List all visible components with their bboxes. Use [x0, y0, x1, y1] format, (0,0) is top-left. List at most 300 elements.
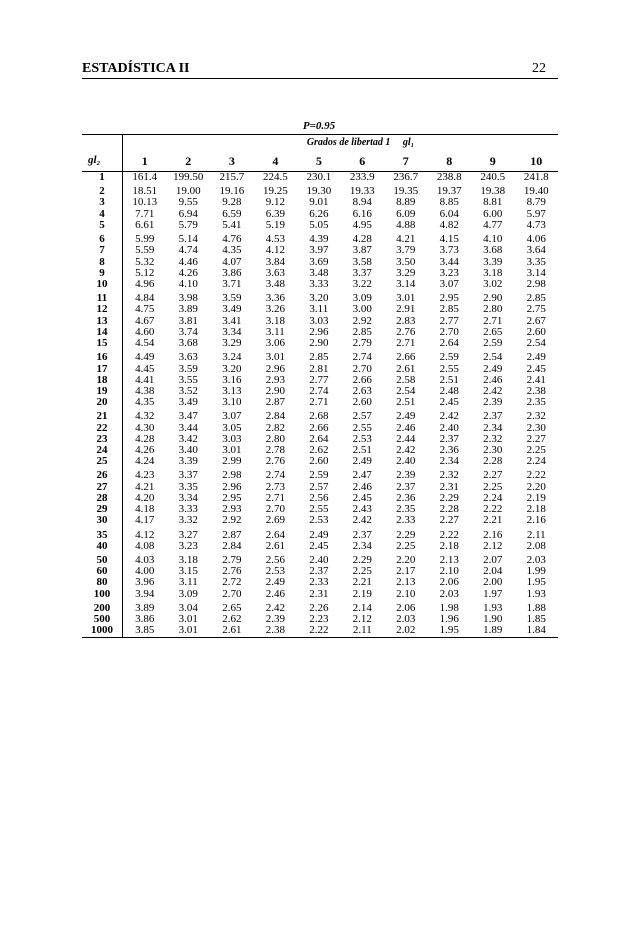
table-cell: 4.15	[439, 233, 459, 246]
column-header-row	[82, 151, 558, 172]
table-cell: 2.95	[222, 491, 242, 504]
table-cell: 2.93	[265, 373, 285, 386]
table-cell: 2.06	[439, 576, 459, 589]
column-header: 3	[210, 151, 253, 172]
table-cell: 2.61	[222, 624, 242, 637]
row-df-label: 6	[82, 231, 123, 245]
table-cell: 2.98	[526, 277, 546, 290]
column-header: 1	[123, 151, 167, 172]
table-cell: 8.85	[439, 196, 459, 209]
table-cell: 3.24	[222, 351, 242, 364]
table-cell: 2.73	[265, 480, 285, 493]
table-cell: 2.18	[526, 503, 546, 516]
table-cell: 1.93	[483, 601, 503, 614]
table-cell: 3.01	[178, 613, 198, 626]
row-df-label: 23	[82, 434, 123, 445]
table-cell: 2.34	[439, 455, 459, 468]
table-cell: 4.17	[135, 514, 155, 527]
row-df-label: 9	[82, 268, 123, 279]
table-cell: 2.37	[309, 565, 329, 578]
table-cell: 2.79	[352, 337, 372, 350]
row-df-label: 2	[82, 183, 123, 197]
table-cell: 3.09	[352, 292, 372, 305]
table-cell: 241.8	[523, 171, 549, 183]
table-cell: 8.89	[396, 196, 416, 209]
table-cell: 4.88	[396, 218, 416, 231]
table-cell: 2.13	[439, 554, 459, 566]
table-cell: 2.53	[309, 514, 329, 527]
table-cell: 6.39	[265, 207, 285, 220]
table-cell: 4.53	[265, 233, 285, 246]
table-cell: 2.29	[396, 528, 416, 541]
table-cell: 2.58	[396, 373, 416, 386]
table-cell: 6.61	[135, 218, 155, 231]
table-cell: 2.68	[309, 410, 329, 423]
table-cell: 2.43	[352, 503, 372, 516]
table-cell: 4.96	[135, 277, 155, 290]
column-header: 7	[384, 151, 427, 172]
table-cell: 161.4	[132, 171, 158, 183]
table-cell: 2.32	[483, 432, 503, 445]
table-cell: 2.84	[265, 410, 285, 423]
table-cell: 3.33	[178, 503, 198, 516]
table-cell: 2.61	[265, 539, 285, 552]
table-cell: 2.51	[396, 396, 416, 409]
row-df-label: 27	[82, 482, 123, 493]
row-df-label: 80	[82, 577, 123, 588]
table-cell: 2.42	[396, 444, 416, 457]
table-cell: 2.35	[396, 503, 416, 516]
table-cell: 2.55	[439, 362, 459, 375]
table-cell: 2.08	[526, 539, 546, 552]
table-cell: 2.22	[483, 503, 503, 516]
table-cell: 6.09	[396, 207, 416, 220]
table-cell: 2.65	[222, 601, 242, 614]
table-cell: 3.14	[396, 277, 416, 290]
table-cell: 1.96	[439, 613, 459, 626]
table-cell: 19.35	[393, 185, 419, 198]
table-cell: 2.45	[352, 491, 372, 504]
table-cell: 233.9	[349, 171, 375, 183]
table-cell: 2.24	[526, 455, 546, 468]
table-cell: 2.64	[309, 432, 329, 445]
table-cell: 3.59	[222, 292, 242, 305]
table-cell: 2.49	[352, 455, 372, 468]
column-header: 8	[428, 151, 471, 172]
table-cell: 2.29	[352, 554, 372, 566]
table-cell: 3.85	[135, 624, 155, 637]
table-cell: 2.29	[439, 491, 459, 504]
table-cell: 4.23	[135, 469, 155, 482]
table-cell: 19.00	[175, 185, 201, 198]
row-df-label: 22	[82, 423, 123, 434]
table-cell: 3.23	[439, 266, 459, 279]
table-cell: 2.61	[396, 362, 416, 375]
table-cell: 1.85	[526, 613, 546, 626]
table-cell: 5.79	[178, 218, 198, 231]
table-cell: 4.08	[135, 539, 155, 552]
table-cell: 2.28	[483, 455, 503, 468]
table-cell: 2.95	[439, 292, 459, 305]
column-header: 2	[166, 151, 210, 172]
table-cell: 2.19	[526, 491, 546, 504]
table-cell: 3.73	[439, 244, 459, 257]
table-cell: 2.30	[483, 444, 503, 457]
table-cell: 2.66	[396, 351, 416, 364]
table-cell: 2.78	[265, 444, 285, 457]
table-cell: 10.13	[132, 196, 158, 209]
table-cell: 2.13	[396, 576, 416, 589]
group-header	[123, 135, 559, 151]
table-cell: 2.42	[265, 601, 285, 614]
table-cell: 5.12	[135, 266, 155, 279]
document-title: ESTADÍSTICA II	[82, 61, 190, 76]
table-cell: 4.35	[135, 396, 155, 409]
table-row	[82, 183, 558, 197]
table-cell: 2.31	[439, 480, 459, 493]
table-cell: 4.18	[135, 503, 155, 516]
table-cell: 2.70	[439, 325, 459, 338]
table-cell: 2.64	[265, 528, 285, 541]
table-cell: 3.01	[265, 351, 285, 364]
table-cell: 3.20	[222, 362, 242, 375]
table-row	[82, 220, 558, 231]
table-cell: 3.48	[309, 266, 329, 279]
table-cell: 4.20	[135, 491, 155, 504]
table-cell: 2.53	[265, 565, 285, 578]
table-cell: 2.36	[439, 444, 459, 457]
table-cell: 2.85	[526, 292, 546, 305]
table-cell: 3.01	[222, 444, 242, 457]
table-cell: 2.26	[309, 601, 329, 614]
table-cell: 4.10	[483, 233, 503, 246]
table-row	[82, 397, 558, 408]
table-cell: 19.16	[219, 185, 245, 198]
table-cell: 2.48	[439, 384, 459, 397]
table-cell: 215.7	[219, 171, 245, 183]
table-cell: 2.30	[526, 421, 546, 434]
table-cell: 2.82	[265, 421, 285, 434]
page-header	[82, 58, 558, 79]
row-df-label: 25	[82, 456, 123, 467]
table-cell: 4.49	[135, 351, 155, 364]
table-cell: 2.90	[265, 384, 285, 397]
table-cell: 3.59	[178, 362, 198, 375]
table-cell: 2.37	[396, 480, 416, 493]
table-cell: 3.26	[265, 303, 285, 316]
table-cell: 2.44	[396, 432, 416, 445]
table-cell: 2.55	[309, 503, 329, 516]
table-cell: 19.30	[306, 185, 332, 198]
table-cell: 2.71	[396, 337, 416, 350]
table-cell: 2.45	[309, 539, 329, 552]
table-cell: 3.63	[265, 266, 285, 279]
table-cell: 1.95	[526, 576, 546, 589]
table-cell: 2.12	[483, 539, 503, 552]
table-cell: 2.49	[526, 351, 546, 364]
table-cell: 2.81	[309, 362, 329, 375]
table-cell: 3.41	[222, 314, 242, 327]
table-cell: 3.79	[396, 244, 416, 257]
table-cell: 3.01	[396, 292, 416, 305]
table-cell: 3.96	[135, 576, 155, 589]
table-cell: 3.18	[265, 314, 285, 327]
row-df-label: 28	[82, 493, 123, 504]
table-cell: 8.81	[483, 196, 503, 209]
table-cell: 3.86	[222, 266, 242, 279]
table-cell: 2.04	[483, 565, 503, 578]
table-cell: 4.28	[352, 233, 372, 246]
table-cell: 9.12	[265, 196, 285, 209]
table-cell: 2.49	[396, 410, 416, 423]
table-cell: 2.18	[439, 539, 459, 552]
table-cell: 4.12	[265, 244, 285, 257]
table-row	[82, 552, 558, 566]
table-cell: 2.21	[483, 514, 503, 527]
table-cell: 2.66	[309, 421, 329, 434]
table-cell: 2.65	[483, 325, 503, 338]
row-df-label: 8	[82, 257, 123, 268]
table-cell: 2.54	[526, 337, 546, 350]
table-cell: 5.97	[526, 207, 546, 220]
table-cell: 2.72	[222, 576, 242, 589]
table-cell: 3.02	[483, 277, 503, 290]
table-cell: 5.32	[135, 255, 155, 268]
table-cell: 2.47	[352, 469, 372, 482]
row-header-label: gl₂	[82, 151, 123, 172]
table-cell: 2.42	[352, 514, 372, 527]
table-cell: 6.59	[222, 207, 242, 220]
table-cell: 2.98	[222, 469, 242, 482]
table-cell: 2.85	[439, 303, 459, 316]
table-cell: 2.83	[396, 314, 416, 327]
table-cell: 4.07	[222, 255, 242, 268]
group-header-symbol: gl₁	[402, 136, 415, 148]
table-cell: 2.46	[265, 587, 285, 600]
table-cell: 8.79	[526, 196, 546, 209]
table-cell: 19.38	[480, 185, 506, 198]
table-cell: 2.39	[396, 469, 416, 482]
row-df-label: 14	[82, 327, 123, 338]
table-cell: 2.03	[396, 613, 416, 626]
table-cell: 3.86	[135, 613, 155, 626]
table-row	[82, 338, 558, 349]
table-cell: 2.96	[309, 325, 329, 338]
table-cell: 4.39	[309, 233, 329, 246]
corner-spacer	[82, 135, 123, 151]
table-cell: 9.28	[222, 196, 242, 209]
table-cell: 2.21	[352, 576, 372, 589]
table-cell: 3.13	[222, 384, 242, 397]
table-cell: 2.51	[439, 373, 459, 386]
row-df-label: 24	[82, 445, 123, 456]
table-cell: 6.26	[309, 207, 329, 220]
table-cell: 2.62	[309, 444, 329, 457]
row-df-label: 10	[82, 279, 123, 290]
column-header: 5	[297, 151, 340, 172]
table-cell: 240.5	[480, 171, 506, 183]
table-cell: 1.84	[526, 624, 546, 637]
table-cell: 2.20	[396, 554, 416, 566]
table-cell: 2.46	[483, 373, 503, 386]
table-cell: 2.90	[483, 292, 503, 305]
table-cell: 3.11	[265, 325, 285, 338]
table-cell: 2.76	[265, 455, 285, 468]
table-cell: 4.32	[135, 410, 155, 423]
table-cell: 4.10	[178, 277, 198, 290]
table-cell: 2.59	[309, 469, 329, 482]
table-cell: 2.39	[265, 613, 285, 626]
table-cell: 3.84	[265, 255, 285, 268]
table-cell: 3.89	[178, 303, 198, 316]
table-cell: 19.37	[436, 185, 462, 198]
table-cell: 2.34	[352, 539, 372, 552]
table-cell: 3.34	[222, 325, 242, 338]
table-row	[82, 279, 558, 290]
row-df-label: 13	[82, 316, 123, 327]
table-row	[82, 290, 558, 304]
table-row	[82, 245, 558, 256]
table-cell: 2.57	[309, 480, 329, 493]
table-cell: 2.91	[396, 303, 416, 316]
row-df-label: 15	[82, 338, 123, 349]
table-bottom-rule	[82, 637, 558, 638]
table-cell: 6.94	[178, 207, 198, 220]
table-cell: 3.22	[352, 277, 372, 290]
table-cell: 3.35	[526, 255, 546, 268]
table-cell: 4.77	[483, 218, 503, 231]
table-cell: 2.40	[439, 421, 459, 434]
table-cell: 3.47	[178, 410, 198, 423]
table-row	[82, 456, 558, 467]
table-cell: 238.8	[436, 171, 462, 183]
table-row	[82, 541, 558, 552]
table-cell: 2.45	[439, 396, 459, 409]
table-cell: 2.20	[526, 480, 546, 493]
table-cell: 2.49	[265, 576, 285, 589]
table-cell: 4.84	[135, 292, 155, 305]
table-cell: 3.48	[265, 277, 285, 290]
column-header: 4	[254, 151, 297, 172]
row-df-label: 7	[82, 245, 123, 256]
table-cell: 2.59	[483, 337, 503, 350]
row-df-label: 1000	[82, 625, 123, 637]
table-cell: 3.14	[526, 266, 546, 279]
table-cell: 2.77	[309, 373, 329, 386]
table-cell: 2.32	[439, 469, 459, 482]
table-cell: 2.23	[309, 613, 329, 626]
table-cell: 3.37	[352, 266, 372, 279]
column-header: 9	[471, 151, 514, 172]
table-cell: 4.26	[135, 444, 155, 457]
table-cell: 2.17	[396, 565, 416, 578]
row-df-label: 3	[82, 197, 123, 208]
table-cell: 199.50	[173, 171, 204, 183]
table-cell: 3.03	[309, 314, 329, 327]
table-cell: 2.74	[265, 469, 285, 482]
table-cell: 4.00	[135, 565, 155, 578]
table-cell: 3.16	[222, 373, 242, 386]
table-cell: 2.33	[309, 576, 329, 589]
table-cell: 2.25	[526, 444, 546, 457]
table-cell: 4.54	[135, 337, 155, 350]
table-cell: 8.94	[352, 196, 372, 209]
table-cell: 4.82	[439, 218, 459, 231]
table-cell: 2.45	[526, 362, 546, 375]
table-cell: 19.33	[349, 185, 375, 198]
table-cell: 3.68	[483, 244, 503, 257]
table-cell: 2.38	[526, 384, 546, 397]
row-df-label: 12	[82, 304, 123, 315]
table-cell: 3.44	[439, 255, 459, 268]
table-cell: 2.11	[352, 624, 372, 637]
table-cell: 2.71	[309, 396, 329, 409]
row-df-label: 26	[82, 467, 123, 481]
table-cell: 4.28	[135, 432, 155, 445]
table-cell: 3.36	[265, 292, 285, 305]
table-cell: 3.42	[178, 432, 198, 445]
table-cell: 3.34	[178, 491, 198, 504]
table-cell: 2.28	[439, 503, 459, 516]
table-cell: 2.64	[439, 337, 459, 350]
table-cell: 2.75	[526, 303, 546, 316]
table-cell: 3.50	[396, 255, 416, 268]
table-cell: 4.38	[135, 384, 155, 397]
table-cell: 2.31	[309, 587, 329, 600]
table-cell: 2.19	[352, 587, 372, 600]
table-cell: 2.42	[439, 410, 459, 423]
table-cell: 3.98	[178, 292, 198, 305]
table-cell: 5.99	[135, 233, 155, 246]
table-cell: 7.71	[135, 207, 155, 220]
table-cell: 2.54	[396, 384, 416, 397]
table-row	[82, 197, 558, 208]
table-cell: 230.1	[306, 171, 332, 183]
table-cell: 2.11	[526, 528, 546, 541]
table-cell: 5.41	[222, 218, 242, 231]
table-row	[82, 172, 558, 184]
table-cell: 2.37	[352, 528, 372, 541]
table-cell: 4.46	[178, 255, 198, 268]
table-cell: 2.35	[526, 396, 546, 409]
row-df-label: 11	[82, 290, 123, 304]
table-cell: 9.55	[178, 196, 198, 209]
table-cell: 2.16	[483, 528, 503, 541]
table-cell: 3.52	[178, 384, 198, 397]
table-row	[82, 304, 558, 315]
table-cell: 2.40	[309, 554, 329, 566]
table-cell: 3.07	[439, 277, 459, 290]
table-cell: 2.06	[396, 601, 416, 614]
table-cell: 3.23	[178, 539, 198, 552]
table-cell: 2.51	[352, 444, 372, 457]
group-header-label: Grados de libertad 1	[306, 136, 391, 148]
column-header: 10	[515, 151, 559, 172]
table-cell: 2.70	[265, 503, 285, 516]
table-cell: 2.27	[483, 469, 503, 482]
f-distribution-table-wrapper	[82, 134, 558, 638]
table-cell: 4.74	[178, 244, 198, 257]
table-cell: 4.35	[222, 244, 242, 257]
table-cell: 2.99	[222, 455, 242, 468]
table-cell: 2.55	[352, 421, 372, 434]
table-cell: 3.64	[526, 244, 546, 257]
table-cell: 2.32	[526, 410, 546, 423]
table-cell: 2.76	[396, 325, 416, 338]
table-cell: 3.44	[178, 421, 198, 434]
table-cell: 3.01	[178, 624, 198, 637]
table-cell: 2.37	[439, 432, 459, 445]
